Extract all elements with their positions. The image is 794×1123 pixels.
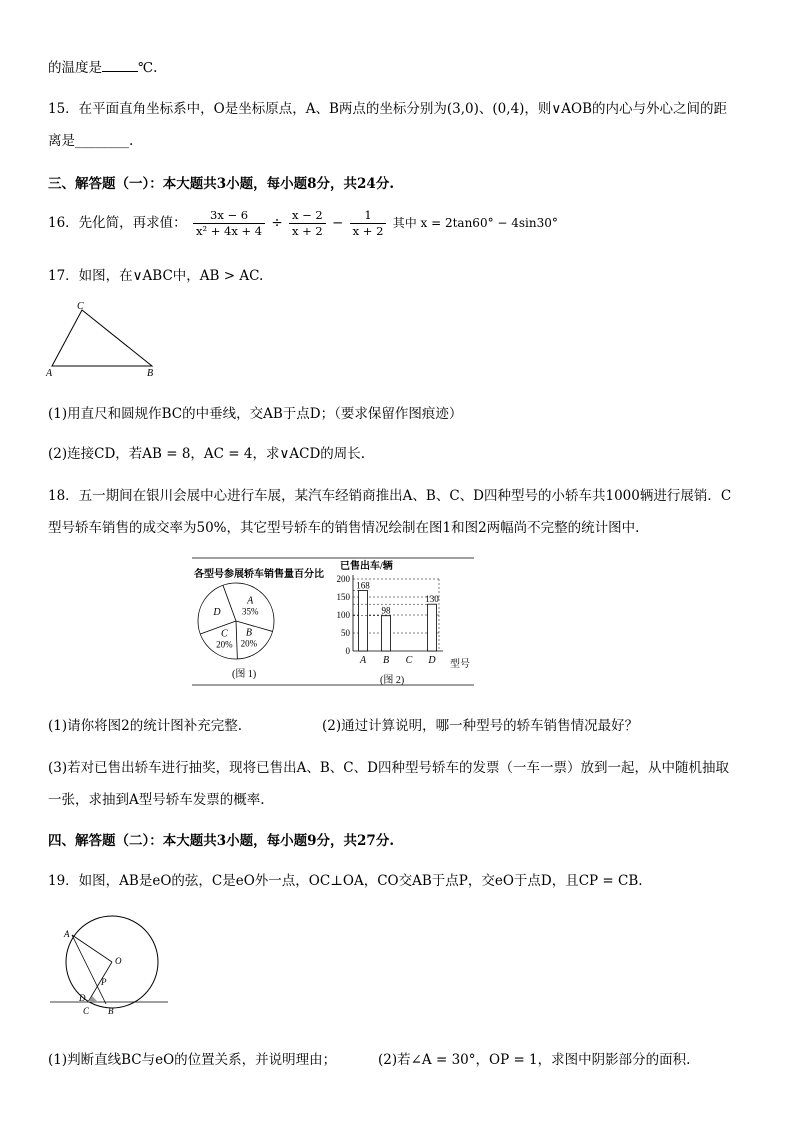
x-tick-label: D (428, 655, 436, 666)
label-c: C (83, 1006, 90, 1016)
x-tick-label: B (382, 655, 390, 666)
fraction-numerator: 3x − 6 (193, 208, 265, 224)
q19-stem: 19．如图，AB是eO的弦，C是eO外一点，OC⊥OA，CO交AB于点P，交eO于点D，且CP = CB. (48, 873, 643, 889)
section4-heading: 四、解答题（二）：本大题共3小题，每小题9分，共27分. (48, 833, 395, 849)
q18-line1: 18．五一期间在银川会展中心进行车展，某汽车经销商推出A、B、C、D四种型号的小轿车共1000辆进行展销．C (48, 488, 732, 504)
bar-value-label: 168 (356, 580, 370, 591)
pie-slice-boundary (200, 621, 236, 634)
segment-ab (72, 935, 106, 1004)
divide-sign: ÷ (271, 215, 283, 231)
pie-slice-label: B (245, 627, 252, 639)
bar-title: 已售出车/辆 (340, 561, 393, 572)
pie-slice-value: 20% (216, 639, 233, 650)
x-tick-label: A (359, 655, 367, 666)
bar (382, 616, 391, 651)
pie-slice-label: D (213, 607, 221, 619)
fraction-denominator: x + 2 (352, 224, 384, 238)
statistics-figure (190, 553, 476, 689)
bar-value-label: 130 (425, 594, 439, 605)
pie-slice-label: C (220, 628, 228, 640)
y-tick-label: 0 (345, 646, 350, 656)
section3-heading: 三、解答题（一）：本大题共3小题，每小题8分，共24分. (48, 176, 395, 192)
circle-figure (50, 904, 180, 1020)
q16-fraction-3 (350, 208, 387, 239)
q17-stem: 17．如图，在∨ABC中，AB > AC. (48, 268, 264, 284)
fraction-numerator: x − 2 (289, 208, 326, 224)
bar (428, 604, 437, 651)
fraction-denominator: x² + 4x + 4 (195, 224, 263, 238)
bar-value-label: 98 (381, 605, 391, 616)
label-c: C (77, 301, 84, 312)
q16-prefix: 16．先化简，再求值： (48, 215, 187, 231)
bar-caption: (图 2) (380, 675, 405, 686)
pie-title: 各型号参展轿车销售量百分比 (194, 569, 324, 580)
q18-part2: (2)通过计算说明，哪一种型号的轿车销售情况最好？ (322, 718, 639, 734)
label-a: A (64, 929, 70, 939)
y-tick-label: 150 (336, 592, 350, 602)
triangle-figure (40, 296, 170, 380)
label-b: B (108, 1006, 114, 1016)
q16 (48, 208, 558, 239)
q18-part3-line1: (3)若对已售出轿车进行抽奖，现将已售出A、B、C、D四种型号轿车的发票（一车一票）放到一起，从中随机抽取 (48, 760, 729, 776)
label-p: P (101, 977, 107, 987)
q18-part3-line2: 一张，求抽到A型号轿车发票的概率. (48, 792, 265, 808)
q16-fraction-2 (289, 208, 326, 239)
segment-ao (72, 935, 112, 962)
q19-part2: (2)若∠A = 30°，OP = 1，求图中阴影部分的面积. (378, 1052, 691, 1068)
q15-line1: 15．在平面直角坐标系中，O是坐标原点，A、B两点的坐标分别为(3,0)、(0,4)，则∨AOB的内心与外心之间的距 (48, 101, 728, 117)
q16-suffix: 其中 x = 2tan60° − 4sin30° (392, 216, 558, 230)
label-a: A (46, 368, 53, 379)
pie-slice-boundary (236, 621, 237, 659)
segment-oc (88, 962, 112, 1002)
q16-fraction-1 (193, 208, 265, 239)
q19-part1: (1)判断直线BC与eO的位置关系，并说明理由； (48, 1052, 337, 1068)
q14-text: 的温度是 (48, 60, 102, 76)
bar-chart (337, 574, 444, 666)
q15-line2: 离是________. (48, 133, 134, 149)
answer-blank (102, 59, 138, 72)
fraction-denominator: x + 2 (292, 224, 323, 238)
x-tick-label: C (405, 655, 413, 666)
fraction-numerator: 1 (350, 208, 387, 224)
pie-chart (198, 583, 274, 659)
pie-caption: (图 1) (232, 669, 257, 680)
q17-part2: (2)连接CD，若AB = 8，AC = 4，求∨ACD的周长. (48, 446, 366, 462)
q14-unit: ℃. (138, 60, 158, 76)
label-o: O (115, 956, 122, 966)
label-d: D (79, 993, 86, 1003)
q18-part1: (1)请你将图2的统计图补充完整. (48, 718, 243, 734)
y-tick-label: 100 (336, 610, 350, 620)
triangle-abc (52, 310, 152, 366)
y-tick-label: 50 (341, 628, 350, 638)
q14-tail (48, 56, 157, 76)
q18-line2: 型号轿车销售的成交率为50%，其它型号轿车的销售情况绘制在图1和图2两幅尚不完整的统计图中. (48, 520, 640, 536)
bar (359, 591, 368, 651)
pie-slice-value: 35% (241, 606, 259, 617)
pie-slice-boundary (236, 621, 273, 631)
label-b: B (147, 368, 154, 379)
q17-part1: (1)用直尺和圆规作BC的中垂线，交AB于点D；（要求保留作图痕迹） (48, 406, 463, 422)
pie-slice-label: A (247, 595, 254, 607)
pie-slice-boundary (223, 585, 236, 621)
y-tick-label: 200 (336, 574, 350, 584)
pie-slice-value: 20% (240, 638, 258, 649)
minus-sign: − (332, 215, 344, 231)
bar-xlabel: 型号 (450, 659, 470, 670)
